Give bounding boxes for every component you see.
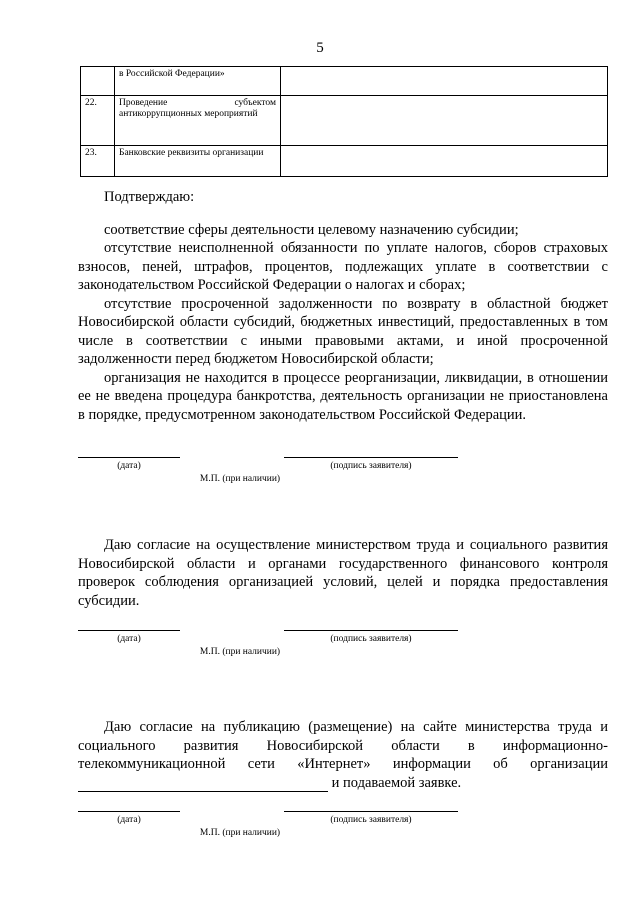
signature-line[interactable] xyxy=(284,630,458,631)
row-label: в Российской Федерации» xyxy=(115,67,281,96)
stamp-caption: М.П. (при наличии) xyxy=(199,474,281,484)
date-line[interactable] xyxy=(78,630,180,631)
table-row xyxy=(81,146,608,177)
row-value[interactable] xyxy=(281,146,608,177)
application-table xyxy=(80,66,608,177)
row-number xyxy=(81,67,115,96)
signature-line[interactable] xyxy=(284,457,458,458)
table-row xyxy=(81,96,608,146)
organization-blank-line[interactable] xyxy=(78,777,328,792)
consent-publication-text: Даю согласие на публикацию (размещение) на сайте министерства труда и социального развития Новосибирской области в информационно-телекоммуникационной сети «Интернет» информации об организации xyxy=(78,719,608,772)
stamp-caption: М.П. (при наличии) xyxy=(199,828,281,838)
consent-inspection: Даю согласие на осуществление министерством труда и социального развития Новосибирской области и органами государственного финансового контроля проверок соблюдения организацией условий, целей и порядка предоставления субсидии. xyxy=(78,537,608,609)
confirmation-section xyxy=(78,188,608,424)
row-number: 22. xyxy=(81,96,115,146)
date-caption: (дата) xyxy=(117,461,141,471)
date-line[interactable] xyxy=(78,811,180,812)
signature-caption: (подпись заявителя) xyxy=(330,461,412,471)
row-label: Проведение субъектом антикоррупционных мероприятий xyxy=(115,96,281,146)
confirmation-item: соответствие сферы деятельности целевому назначению субсидии; xyxy=(104,221,519,238)
row-value[interactable] xyxy=(281,96,608,146)
signature-line[interactable] xyxy=(284,811,458,812)
row-label: Банковские реквизиты организации xyxy=(115,146,281,177)
row-number: 23. xyxy=(81,146,115,177)
table-row xyxy=(81,67,608,96)
signature-caption: (подпись заявителя) xyxy=(330,815,412,825)
date-caption: (дата) xyxy=(117,815,141,825)
confirmation-heading: Подтверждаю: xyxy=(104,189,195,205)
row-value[interactable] xyxy=(281,67,608,96)
confirmation-item: отсутствие неисполненной обязанности по уплате налогов, сборов страховых взносов, пеней, штрафов, процентов, подлежащих уплате в соответствии с законодательством Российской Федерации о налогах и сборах; xyxy=(78,240,608,293)
consent-publication xyxy=(78,718,608,792)
confirmation-item: отсутствие просроченной задолженности по возврату в областной бюджет Новосибирской области субсидий, бюджетных инвестиций, предоставленных в том числе в соответствии с иными правовыми актами, и иной просроченной задолженности перед бюджетом Новосибирской области; xyxy=(78,295,608,367)
date-line[interactable] xyxy=(78,457,180,458)
date-caption: (дата) xyxy=(117,634,141,644)
stamp-caption: М.П. (при наличии) xyxy=(199,647,281,657)
signature-caption: (подпись заявителя) xyxy=(330,634,412,644)
confirmation-item: организация не находится в процессе реорганизации, ликвидации, в отношении ее не введена процедура банкротства, деятельность организации не приостановлена в порядке, предусмотренном законодательством Российской Федерации. xyxy=(78,369,608,423)
consent-publication-tail: и подаваемой заявке. xyxy=(328,774,462,791)
page-number: 5 xyxy=(316,40,324,56)
